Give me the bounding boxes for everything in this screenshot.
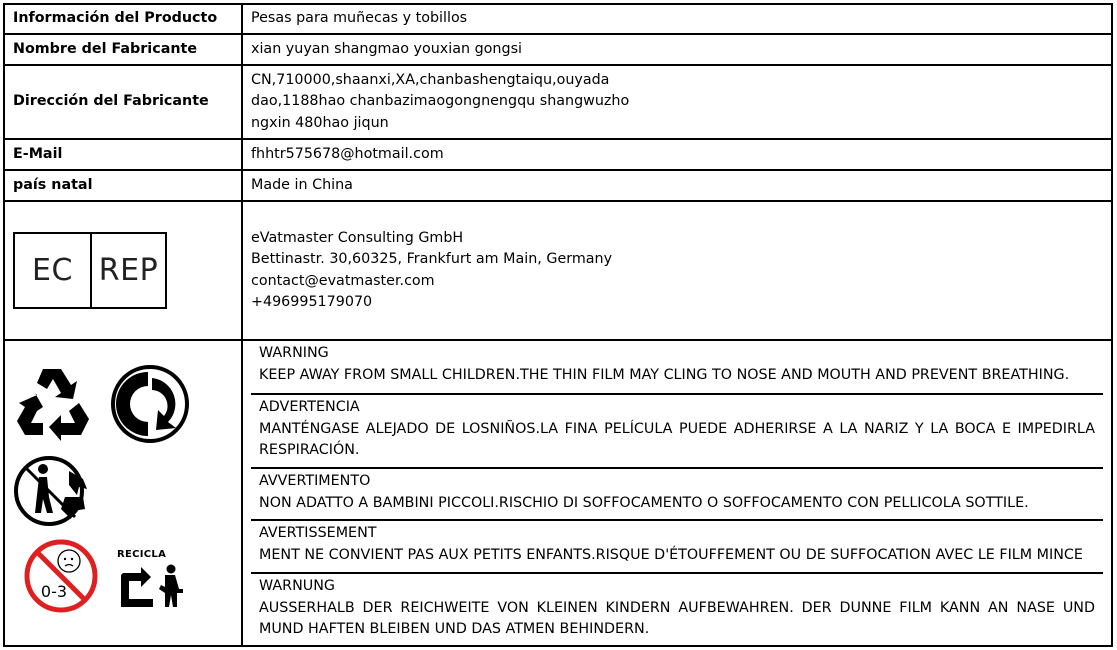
row-value-maker-address	[242, 65, 1112, 139]
address-line: ngxin 480hao jiqun	[251, 114, 389, 131]
row-value-origin: Made in China	[242, 170, 1112, 201]
table-row	[4, 201, 1112, 340]
table-row	[4, 340, 1112, 646]
warning-de	[251, 574, 1103, 645]
warnings-cell	[242, 340, 1112, 646]
warning-title: WARNING	[259, 345, 329, 361]
table-row	[4, 170, 1112, 201]
row-value-email: fhhtr575678@hotmail.com	[242, 139, 1112, 170]
ec-rep-address: Bettinastr. 30,60325, Frankfurt am Main, Germany	[251, 251, 613, 267]
ec-rep-email: contact@evatmaster.com	[251, 272, 435, 289]
ec-rep-left: EC	[15, 234, 92, 307]
warning-en	[251, 341, 1103, 395]
warning-it	[251, 469, 1103, 521]
ec-rep-right: REP	[98, 252, 159, 288]
warning-text: MENT NE CONVIENT PAS AUX PETITS ENFANTS.RISQUE D'ÉTOUFFEMENT OU DE SUFFOCATION AVEC LE FILM MINCE	[259, 546, 1083, 563]
warning-title: AVVERTIMENTO	[259, 473, 371, 489]
row-label-product: Información del Producto	[4, 4, 242, 34]
table-row	[4, 4, 1112, 34]
warning-es	[251, 395, 1103, 469]
row-value-maker-name: xian yuyan shangmao youxian gongsi	[242, 34, 1112, 65]
symbols-cell	[4, 340, 242, 646]
warning-fr	[251, 521, 1103, 574]
tidyman-recycle-icon	[13, 451, 95, 529]
ec-rep-phone: +496995179070	[251, 294, 373, 310]
warning-title: ADVERTENCIA	[259, 399, 360, 415]
ec-rep-details	[242, 201, 1112, 340]
warning-text: MANTÉNGASE ALEJADO DE LOSNIÑOS.LA FINA PELÍCULA PUEDE ADHERIRSE A LA NARIZ Y LA BOCA E IMPEDIRLA RESPIRACIÓN.	[259, 420, 1095, 458]
row-label-maker-name: Nombre del Fabricante	[4, 34, 242, 65]
age-0-3-warning-icon	[21, 537, 101, 615]
table-row	[4, 34, 1112, 65]
ec-rep-company: eVatmaster Consulting GmbH	[251, 229, 464, 246]
table-row	[4, 65, 1112, 139]
warning-title: AVERTISSEMENT	[259, 525, 377, 541]
recycle-icon	[13, 363, 93, 443]
age-label: 0-3	[40, 582, 68, 601]
warning-text: AUSSERHALB DER REICHWEITE VON KLEINEN KINDERN AUFBEWAHREN. DER DUNNE FILM KANN AN NASE UND MUND HAFTEN BLEIBEN UND DAS ATMEN BEHINDERN.	[259, 599, 1095, 637]
row-label-origin: país natal	[4, 170, 242, 201]
row-value-product: Pesas para muñecas y tobillos	[242, 4, 1112, 34]
address-line: CN,710000,shaanxi,XA,chanbashengtaiqu,ouyada	[251, 71, 610, 88]
recicla-icon	[115, 563, 189, 611]
address-line: dao,1188hao chanbazimaogongnengqu shangwuzho	[251, 93, 630, 110]
warning-text: KEEP AWAY FROM SMALL CHILDREN.THE THIN FILM MAY CLING TO NOSE AND MOUTH AND PREVENT BREATHING.	[259, 366, 1070, 383]
recicla-label: RECICLA	[117, 549, 167, 560]
product-info-table	[3, 3, 1113, 647]
row-label-email: E-Mail	[4, 139, 242, 170]
warning-title: WARNUNG	[259, 578, 336, 594]
ec-rep-symbol-cell	[4, 201, 242, 340]
green-dot-icon	[110, 364, 190, 444]
row-label-maker-address: Dirección del Fabricante	[4, 65, 242, 139]
ec-rep-icon	[13, 232, 167, 309]
warning-text: NON ADATTO A BAMBINI PICCOLI.RISCHIO DI SOFFOCAMENTO O SOFFOCAMENTO CON PELLICOLA SOTTILE.	[259, 494, 1029, 511]
table-row	[4, 139, 1112, 170]
